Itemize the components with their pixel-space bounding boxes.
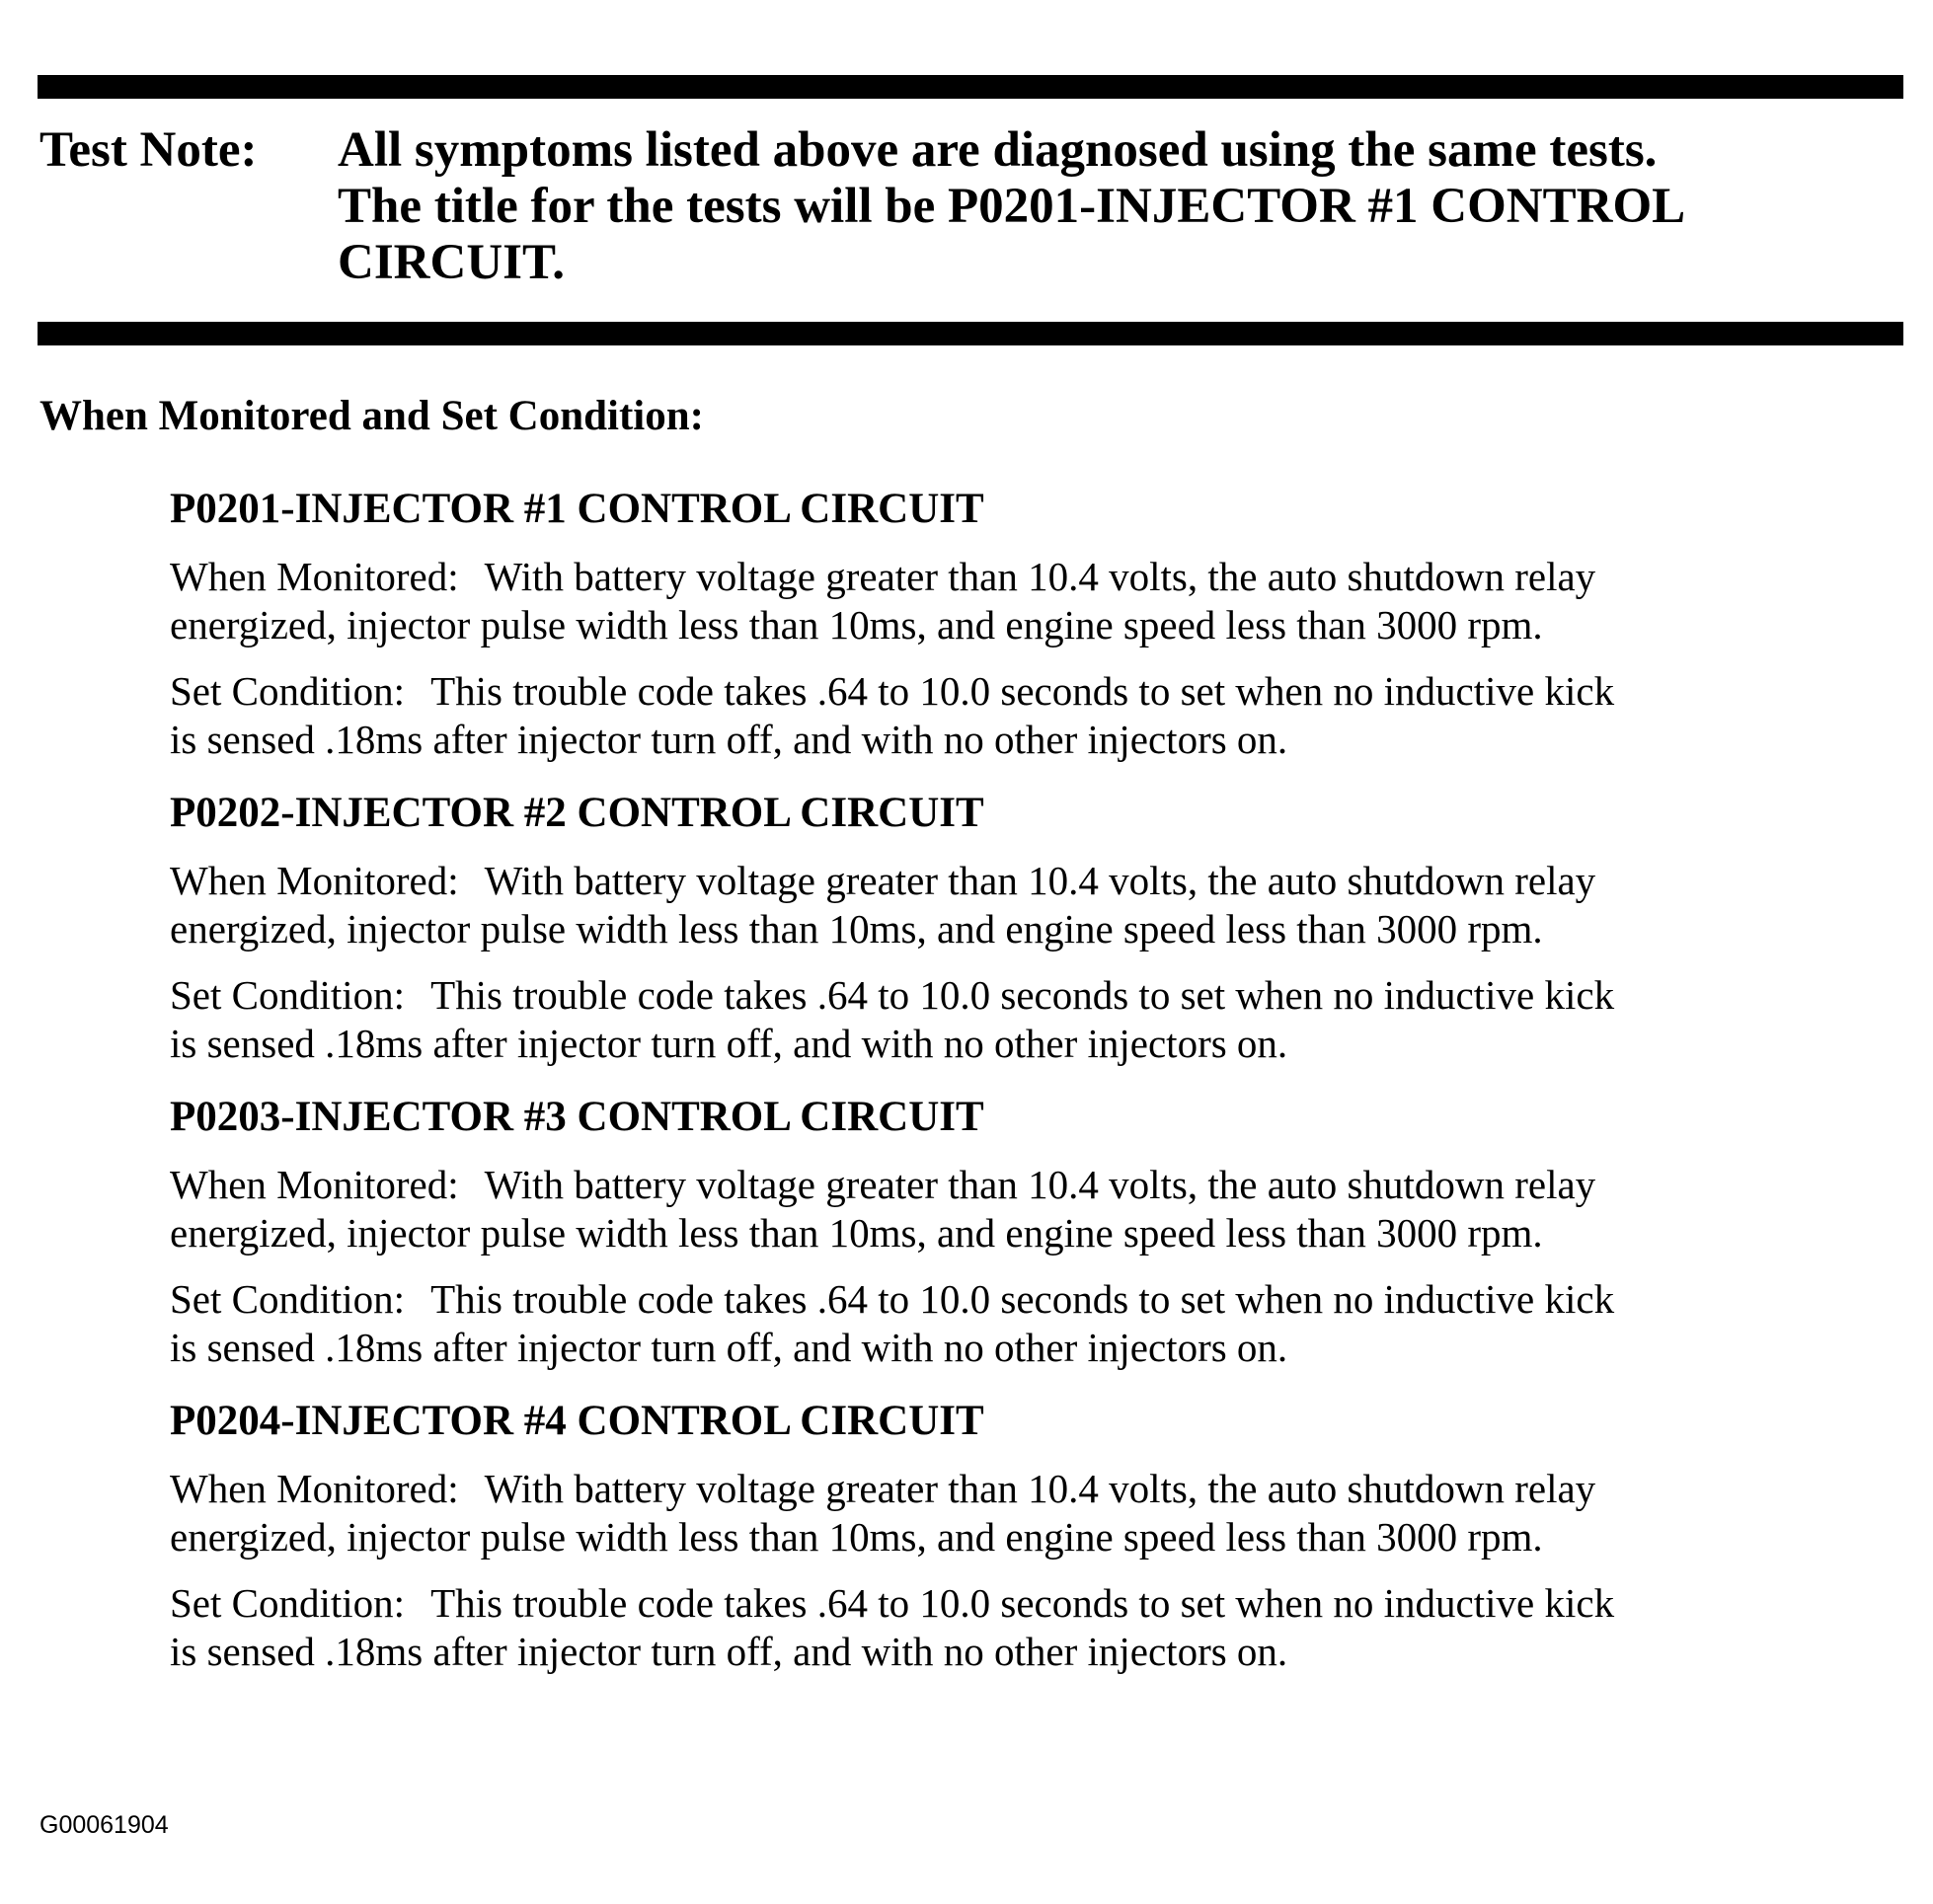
- when-monitored-paragraph: [170, 1465, 1897, 1561]
- set-condition-label: Set Condition:: [170, 668, 406, 714]
- dtc-title: P0202-INJECTOR #2 CONTROL CIRCUIT: [170, 790, 984, 836]
- dtc-entry: [170, 1396, 1907, 1676]
- test-note-line: All symptoms listed above are diagnosed using the same tests.: [338, 122, 1658, 178]
- when-monitored-paragraph: [170, 1161, 1897, 1257]
- paragraph-line: [170, 1465, 1897, 1513]
- when-monitored-label: When Monitored:: [170, 858, 459, 903]
- paragraph-line: [170, 667, 1897, 716]
- paragraph-line: energized, injector pulse width less than 10ms, and engine speed less than 3000 rpm.: [170, 1514, 1543, 1560]
- when-monitored-text: With battery voltage greater than 10.4 volts, the auto shutdown relay: [484, 1162, 1596, 1207]
- dtc-entry: [170, 1092, 1907, 1372]
- dtc-entry: [170, 788, 1907, 1068]
- when-monitored-text: With battery voltage greater than 10.4 volts, the auto shutdown relay: [484, 858, 1596, 903]
- paragraph-line: [170, 1275, 1897, 1324]
- dtc-title: P0201-INJECTOR #1 CONTROL CIRCUIT: [170, 486, 984, 532]
- when-monitored-text: With battery voltage greater than 10.4 volts, the auto shutdown relay: [484, 554, 1596, 599]
- set-condition-text: This trouble code takes .64 to 10.0 seconds to set when no inductive kick: [430, 668, 1615, 714]
- paragraph-line: is sensed .18ms after injector turn off, and with no other injectors on.: [170, 1325, 1288, 1370]
- paragraph-line: [170, 1161, 1897, 1209]
- set-condition-label: Set Condition:: [170, 1580, 406, 1626]
- paragraph-line: [170, 971, 1897, 1020]
- set-condition-paragraph: [170, 971, 1897, 1068]
- paragraph-line: is sensed .18ms after injector turn off, and with no other injectors on.: [170, 1629, 1288, 1674]
- top-rule: [38, 75, 1903, 99]
- set-condition-label: Set Condition:: [170, 1276, 406, 1322]
- when-monitored-paragraph: [170, 857, 1897, 953]
- set-condition-label: Set Condition:: [170, 972, 406, 1018]
- test-note-line: CIRCUIT.: [338, 235, 565, 290]
- bottom-rule: [38, 322, 1903, 345]
- paragraph-line: energized, injector pulse width less than 10ms, and engine speed less than 3000 rpm.: [170, 1210, 1543, 1256]
- paragraph-line: is sensed .18ms after injector turn off, and with no other injectors on.: [170, 717, 1288, 762]
- when-monitored-label: When Monitored:: [170, 1466, 459, 1511]
- set-condition-text: This trouble code takes .64 to 10.0 seconds to set when no inductive kick: [430, 1276, 1615, 1322]
- set-condition-text: This trouble code takes .64 to 10.0 seconds to set when no inductive kick: [430, 1580, 1615, 1626]
- set-condition-paragraph: [170, 1579, 1897, 1676]
- dtc-entry: [170, 484, 1907, 764]
- paragraph-line: [170, 1579, 1897, 1628]
- set-condition-text: This trouble code takes .64 to 10.0 seconds to set when no inductive kick: [430, 972, 1615, 1018]
- dtc-list: [170, 484, 1907, 1700]
- when-monitored-label: When Monitored:: [170, 554, 459, 599]
- when-monitored-text: With battery voltage greater than 10.4 volts, the auto shutdown relay: [484, 1466, 1596, 1511]
- paragraph-line: is sensed .18ms after injector turn off, and with no other injectors on.: [170, 1021, 1288, 1066]
- test-note-text: [338, 122, 1917, 291]
- paragraph-line: [170, 857, 1897, 905]
- test-note-line: The title for the tests will be P0201-INJECTOR #1 CONTROL: [338, 179, 1686, 234]
- set-condition-paragraph: [170, 667, 1897, 764]
- figure-id: G00061904: [39, 1811, 169, 1839]
- paragraph-line: energized, injector pulse width less than 10ms, and engine speed less than 3000 rpm.: [170, 906, 1543, 952]
- paragraph-line: [170, 553, 1897, 601]
- test-note-label: Test Note:: [39, 122, 258, 178]
- dtc-title: P0203-INJECTOR #3 CONTROL CIRCUIT: [170, 1094, 984, 1140]
- set-condition-paragraph: [170, 1275, 1897, 1372]
- paragraph-line: energized, injector pulse width less than 10ms, and engine speed less than 3000 rpm.: [170, 602, 1543, 647]
- dtc-title: P0204-INJECTOR #4 CONTROL CIRCUIT: [170, 1398, 984, 1444]
- when-monitored-label: When Monitored:: [170, 1162, 459, 1207]
- when-monitored-paragraph: [170, 553, 1897, 649]
- section-heading: When Monitored and Set Condition:: [39, 393, 704, 439]
